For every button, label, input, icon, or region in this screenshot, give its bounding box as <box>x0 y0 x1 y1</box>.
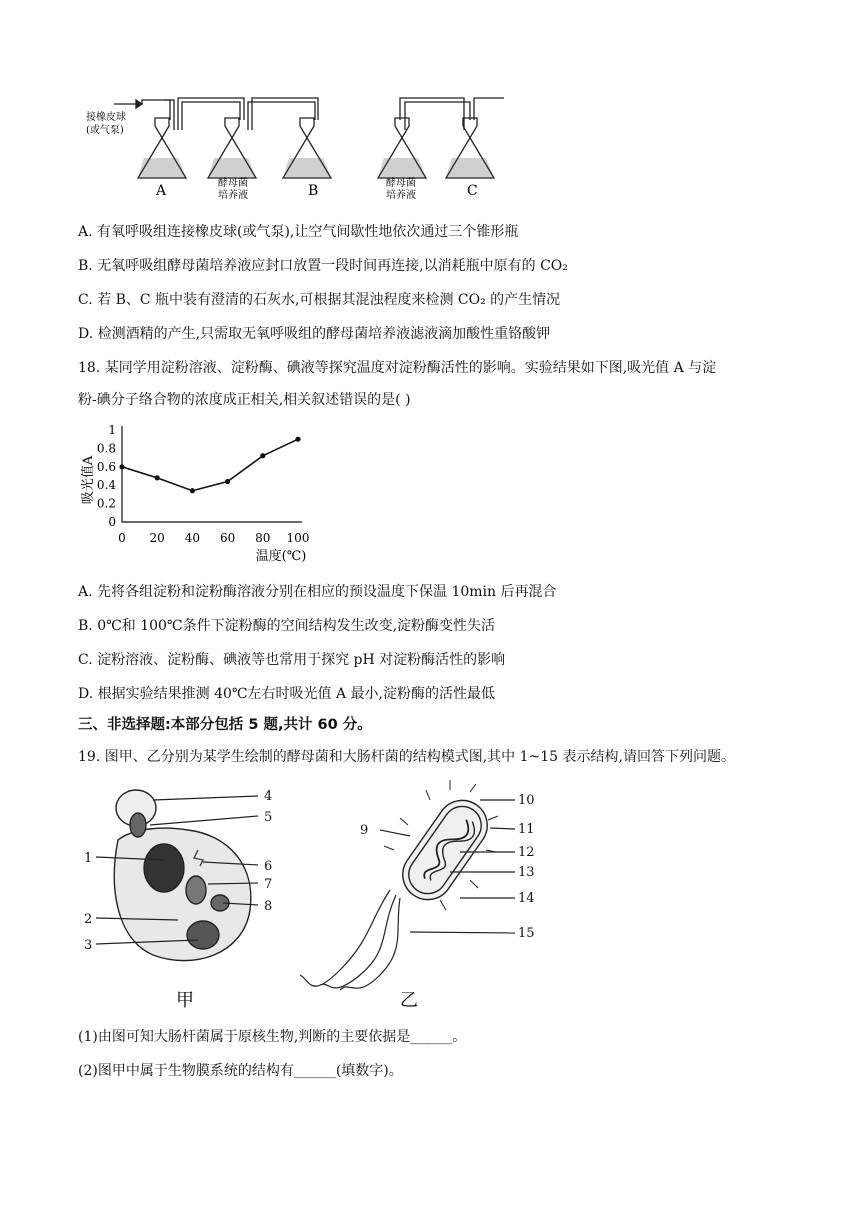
question-19-sub2: (2)图甲中属于生物膜系统的结构有______(填数字)。 <box>78 1063 403 1079</box>
ecoli-label-12: 12 <box>518 845 535 860</box>
question-19-sub1: (1)由图可知大肠杆菌属于原核生物,判断的主要依据是______。 <box>78 1029 467 1045</box>
yeast-label-8: 8 <box>264 899 273 914</box>
section-heading: 三、非选择题:本部分包括 5 题,共计 60 分。 <box>78 717 372 733</box>
y-tick-label: 0.2 <box>96 496 116 511</box>
x-tick-label: 60 <box>219 531 236 545</box>
x-tick-label: 80 <box>255 531 271 545</box>
y-tick-label: 0.4 <box>96 478 116 493</box>
question-18-stem: 18. 某同学用淀粉溶液、淀粉酶、碘液等探究温度对淀粉酶活性的影响。实验结果如下图,吸光值 A 与淀 <box>78 360 717 376</box>
series-line <box>122 439 298 491</box>
option-a: A. 有氧呼吸组连接橡皮球(或气泵),让空气间歇性地依次通过三个锥形瓶 <box>78 224 519 240</box>
ecoli-label-15: 15 <box>518 926 535 941</box>
axes <box>122 426 302 522</box>
option-d: D. 检测酒精的产生,只需取无氧呼吸组的酵母菌培养液滤液滴加酸性重铬酸钾 <box>78 326 551 342</box>
x-tick-label: 100 <box>286 531 310 545</box>
yeast-label-5: 5 <box>264 810 273 825</box>
question-18-stem-cont: 粉-碘分子络合物的浓度成正相关,相关叙述错误的是( ) <box>78 392 411 408</box>
flask-a-label: A <box>156 183 167 199</box>
x-tick-label: 40 <box>184 531 201 545</box>
yeast-label-2: 2 <box>84 912 93 927</box>
x-axis-label: 温度(℃) <box>255 549 307 564</box>
yeast-label-3: 3 <box>84 938 93 953</box>
flask-c-label: C <box>467 183 478 199</box>
figure-jia-label: 甲 <box>176 990 194 1010</box>
data-point <box>155 475 160 480</box>
pump-label-2: (或气泵) <box>86 125 124 136</box>
yeast-label-7: 7 <box>264 877 273 892</box>
y-axis-label: 吸光值A <box>81 455 96 505</box>
ecoli-label-14: 14 <box>518 891 535 906</box>
data-point <box>260 453 265 458</box>
pump-label-1: 接橡皮球 <box>86 112 126 123</box>
ecoli-label-13: 13 <box>518 865 535 880</box>
yeast-label: 酵母菌 <box>386 178 416 189</box>
ecoli-figure <box>300 780 550 1010</box>
data-point <box>225 479 230 484</box>
yeast-label-4: 4 <box>264 789 273 804</box>
option-d: D. 根据实验结果推测 40℃左右时吸光值 A 最小,淀粉酶的活性最低 <box>78 686 496 702</box>
ecoli-label-9: 9 <box>360 823 369 838</box>
x-tick-label: 20 <box>149 531 165 545</box>
yeast-label: 培养液 <box>218 190 248 201</box>
figure-yi-label: 乙 <box>400 990 418 1010</box>
yeast-label-1: 1 <box>84 851 93 866</box>
data-point <box>119 464 124 469</box>
data-point <box>190 488 195 493</box>
yeast-label: 酵母菌 <box>218 178 248 189</box>
yeast-cell-figure <box>78 780 298 1010</box>
apparatus-figure <box>80 90 520 205</box>
y-tick-label: 0 <box>108 515 116 529</box>
question-19-stem: 19. 图甲、乙分别为某学生绘制的酵母菌和大肠杆菌的结构模式图,其中 1~15 表示结构,请回答下列问题。 <box>78 749 735 765</box>
ecoli-label-11: 11 <box>518 822 535 837</box>
option-a: A. 先将各组淀粉和淀粉酶溶液分别在相应的预设温度下保温 10min 后再混合 <box>78 584 557 600</box>
option-c: C. 若 B、C 瓶中装有澄清的石灰水,可根据其混浊程度来检测 CO₂ 的产生情况 <box>78 292 561 308</box>
ecoli-label-10: 10 <box>518 793 535 808</box>
absorbance-chart <box>76 422 326 572</box>
y-tick-label: 0.6 <box>96 459 116 474</box>
y-tick-label: 1 <box>108 423 116 437</box>
option-b: B. 0℃和 100℃条件下淀粉酶的空间结构发生改变,淀粉酶变性失活 <box>78 618 496 634</box>
yeast-label-6: 6 <box>264 859 273 874</box>
option-b: B. 无氧呼吸组酵母菌培养液应封口放置一段时间再连接,以消耗瓶中原有的 CO₂ <box>78 258 568 274</box>
x-tick-label: 0 <box>118 531 126 545</box>
flask-b-label: B <box>308 183 319 199</box>
option-c: C. 淀粉溶液、淀粉酶、碘液等也常用于探究 pH 对淀粉酶活性的影响 <box>78 652 506 668</box>
y-tick-label: 0.8 <box>96 441 116 456</box>
data-point <box>295 437 300 442</box>
yeast-label: 培养液 <box>386 190 416 201</box>
